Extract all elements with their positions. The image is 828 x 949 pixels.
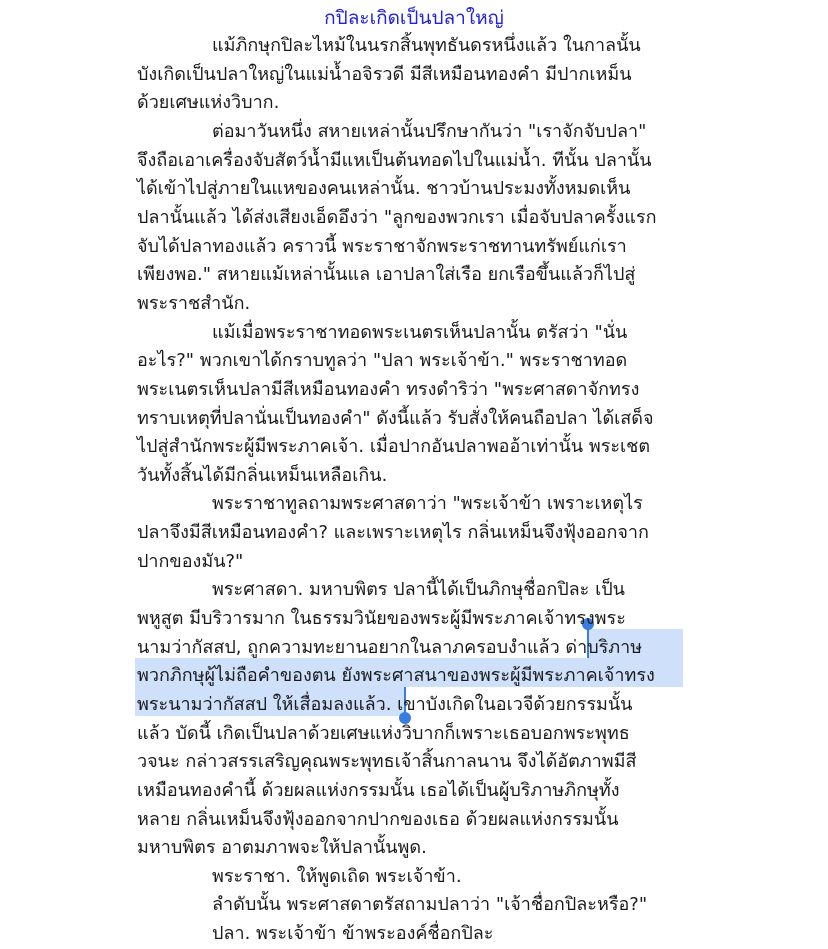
text-line[interactable]: ไปสู่สำนักพระผู้มีพระภาคเจ้า. เมื่อปากอันปลาพออ้าเท่านั้น พระเชต (137, 436, 651, 457)
text-line[interactable]: แล้ว บัดนี้ เกิดเป็นปลาด้วยเศษแห่งวิบากก็เพราะเธอบอกพระพุทธ (137, 723, 630, 744)
text-line[interactable]: ด้วยเศษแห่งวิบาก. (137, 92, 280, 113)
text-line[interactable]: ทราบเหตุที่ปลานั่นเป็นทองคำ" ดังนี้แล้ว รับสั่งให้คนถือปลา ได้เสด็จ (137, 408, 654, 429)
text-line[interactable]: เพียงพอ." สหายแม้เหล่านั้นแล เอาปลาใส่เรือ ยกเรือขึ้นแล้วก็ไปสู่ (137, 264, 636, 285)
text-line[interactable]: พระราชาทูลถามพระศาสดาว่า "พระเจ้าข้า เพราะเหตุไร (212, 493, 643, 514)
text-line[interactable]: ปลานั้นแล้ว ได้ส่งเสียงเอ็ดอึงว่า "ลูกของพวกเรา เมื่อจับปลาครั้งแรก (137, 207, 657, 228)
text-line[interactable]: พวกภิกษุผู้ไม่ถือคำของตน ยังพระศาสนาของพระผู้มีพระภาคเจ้าทรง (137, 665, 655, 686)
page-title: กปิละเกิดเป็นปลาใหญ่ (324, 7, 504, 29)
text-line[interactable]: เหมือนทองคำนี้ ด้วยผลแห่งกรรมนั้น เธอได้เป็นผู้บริภาษภิกษุทั้ง (137, 780, 620, 801)
text-line[interactable]: อะไร?" พวกเขาได้กราบทูลว่า "ปลา พระเจ้าข้า." พระราชาทอด (137, 350, 628, 371)
text-line[interactable]: ลำดับนั้น พระศาสดาตรัสถามปลาว่า "เจ้าชื่อกปิละหรือ?" (212, 894, 648, 915)
text-line[interactable]: พหูสูต มีบริวารมาก ในธรรมวินัยของพระผู้มีพระภาคเจ้าทรงพระ (137, 608, 626, 629)
text-line[interactable]: แม้เมื่อพระราชาทอดพระเนตรเห็นปลานั้น ตรัสว่า "นั่น (212, 322, 628, 343)
text-line[interactable]: จับได้ปลาทองแล้ว คราวนี้ พระราชาจักพระราชทานทรัพย์แก่เรา (137, 236, 627, 257)
text-line[interactable]: ต่อมาวันหนึ่ง สหายเหล่านั้นปรึกษากันว่า "เราจักจับปลา" (212, 121, 647, 142)
text-line[interactable]: นามว่ากัสสป, ถูกความทะยานอยากในลาภครอบงำแล้ว ด่าบริภาษ (137, 637, 643, 658)
text-line[interactable]: พระราชา. ให้พูดเถิด พระเจ้าข้า. (212, 866, 462, 887)
text-line[interactable]: วจนะ กล่าวสรรเสริญคุณพระพุทธเจ้าสิ้นกาลนาน จึงได้อัตภาพมีสี (137, 751, 637, 772)
text-line[interactable]: ได้เข้าไปสู่ภายในแหของคนเหล่านั้น. ชาวบ้านประมงทั้งหมดเห็น (137, 178, 631, 199)
text-line[interactable]: พระนามว่ากัสสป ให้เสื่อมลงแล้ว. เขาบังเกิดในอเวจีด้วยกรรมนั้น (137, 694, 633, 715)
text-line[interactable]: หลาย กลิ่นเหม็นจึงฟุ้งออกจากปากของเธอ ด้วยผลแห่งกรรมนั้น (137, 809, 619, 830)
text-line[interactable]: พระเนตรเห็นปลามีสีเหมือนทองคำ ทรงดำริว่า "พระศาสดาจักทรง (137, 379, 640, 400)
text-line[interactable]: ปลา. พระเจ้าข้า ข้าพระองค์ชื่อกปิละ (212, 923, 494, 944)
text-line[interactable]: มหาบพิตร อาตมภาพจะให้ปลานั้นพูด. (137, 837, 427, 858)
text-line[interactable]: พระราชสำนัก. (137, 293, 251, 314)
text-line[interactable]: แม้ภิกษุกปิละไหม้ในนรกสิ้นพุทธันดรหนึ่งแล้ว ในกาลนั้น (212, 35, 641, 56)
text-line[interactable]: จึงถือเอาเครื่องจับสัตว์น้ำมีแหเป็นต้นทอดไปในแม่น้ำ. ทีนั้น ปลานั้น (137, 150, 652, 171)
text-line[interactable]: พระศาสดา. มหาบพิตร ปลานี้ได้เป็นภิกษุชื่อกปิละ เป็น (212, 579, 625, 600)
text-line[interactable]: วันทั้งสิ้นได้มีกลิ่นเหม็นเหลือเกิน. (137, 465, 388, 486)
text-line[interactable]: บังเกิดเป็นปลาใหญ่ในแม่น้ำอจิรวดี มีสีเหมือนทองคำ มีปากเหม็น (137, 64, 632, 85)
text-line[interactable]: ปลาจึงมีสีเหมือนทองคำ? และเพราะเหตุไร กลิ่นเหม็นจึงฟุ้งออกจาก (137, 522, 649, 543)
text-line[interactable]: ปากของมัน?" (137, 551, 244, 572)
